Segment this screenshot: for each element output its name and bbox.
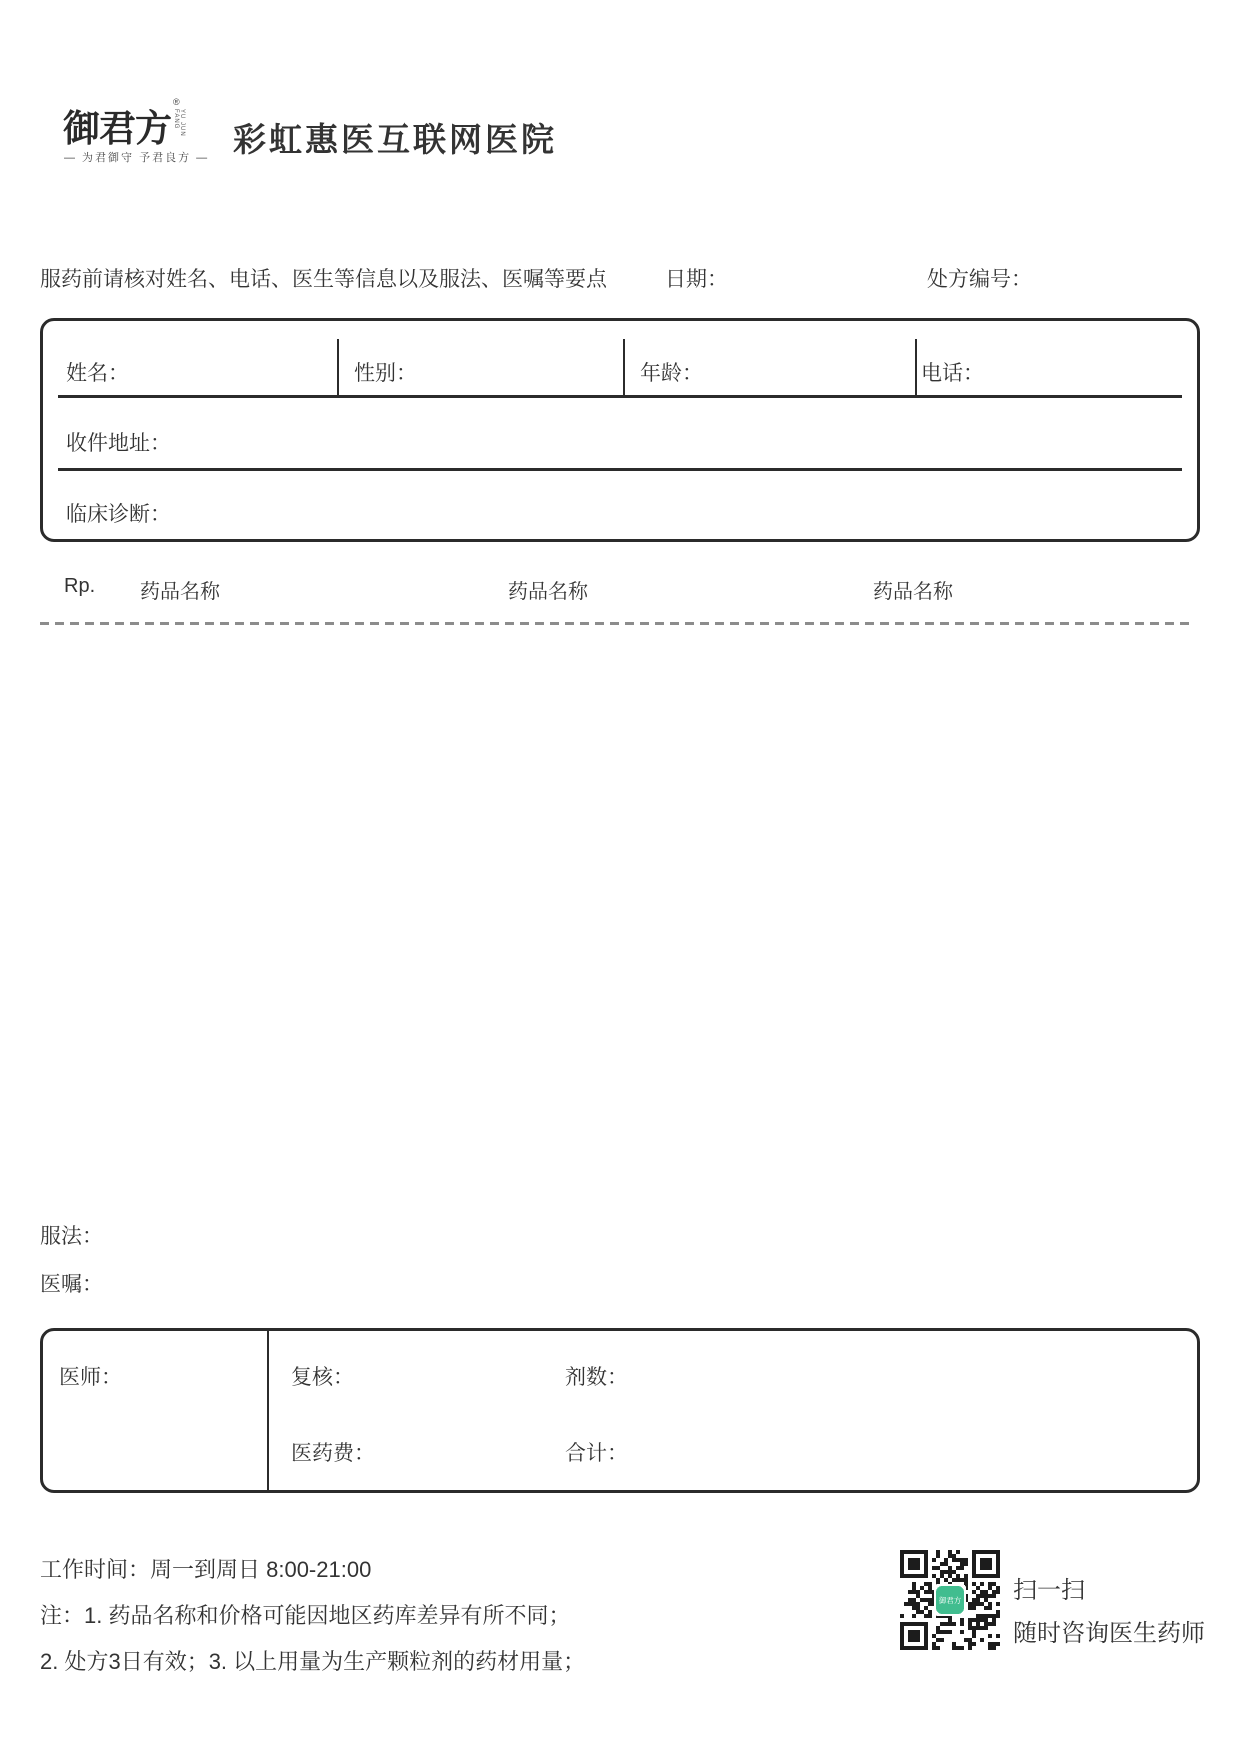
qr-code (900, 1550, 1000, 1650)
drug-column-header-3: 药品名称 (873, 581, 953, 603)
diagnosis-label: 临床诊断： (66, 503, 171, 526)
divider-name-gender (337, 339, 339, 395)
date-label: 日期： (665, 268, 728, 291)
total-label: 合计： (565, 1442, 628, 1465)
rx-dashed-separator (40, 622, 1194, 625)
brand-tagline: — 为君御守 予君良方 — (64, 152, 210, 164)
registered-trademark-icon: ® (173, 97, 180, 107)
patient-phone-label: 电话： (921, 362, 984, 385)
rule-under-address (58, 468, 1182, 471)
divider-gender-age (623, 339, 625, 395)
patient-name-label: 姓名： (66, 362, 129, 385)
qr-caption-consult: 随时咨询医生药师 (1013, 1620, 1205, 1647)
review-label: 复核： (291, 1366, 354, 1389)
prescription-body-empty (40, 630, 1194, 1200)
brand-logo-vertical-text: YU JUN FANG (173, 109, 185, 137)
note-line-1: 注：1. 药品名称和价格可能因地区药库差异有所不同； (40, 1603, 571, 1628)
brand-logo-text: 御君方 (63, 106, 171, 150)
medicine-fee-label: 医药费： (291, 1442, 375, 1465)
qr-caption-scan: 扫一扫 (1013, 1577, 1085, 1604)
qr-center-logo-text: 御君方 (938, 1596, 962, 1605)
usage-label: 服法： (40, 1225, 103, 1248)
patient-info-box (40, 318, 1200, 542)
rp-label: Rp. (64, 575, 96, 597)
dose-count-label: 剂数： (565, 1366, 628, 1389)
work-hours-text: 工作时间：周一到周日 8:00-21:00 (40, 1557, 372, 1582)
patient-age-label: 年龄： (640, 362, 703, 385)
divider-physician-review (267, 1331, 269, 1490)
patient-gender-label: 性别： (354, 362, 417, 385)
advice-label: 医嘱： (40, 1273, 103, 1296)
note-line-2: 2. 处方3日有效；3. 以上用量为生产颗粒剂的药材用量； (40, 1649, 586, 1674)
address-label: 收件地址： (66, 432, 171, 455)
brand-logo (63, 98, 185, 152)
physician-label: 医师： (59, 1366, 122, 1389)
rx-number-label: 处方编号： (927, 268, 1032, 291)
drug-column-header-2: 药品名称 (508, 581, 588, 603)
check-reminder-text: 服药前请核对姓名、电话、医生等信息以及服法、医嘱等要点 (40, 268, 607, 291)
signature-box (40, 1328, 1200, 1493)
drug-column-header-1: 药品名称 (140, 581, 220, 603)
divider-age-phone (915, 339, 917, 395)
rule-under-row1 (58, 395, 1182, 398)
hospital-name: 彩虹惠医互联网医院 (233, 121, 557, 158)
brand-logo-marks (173, 98, 185, 139)
